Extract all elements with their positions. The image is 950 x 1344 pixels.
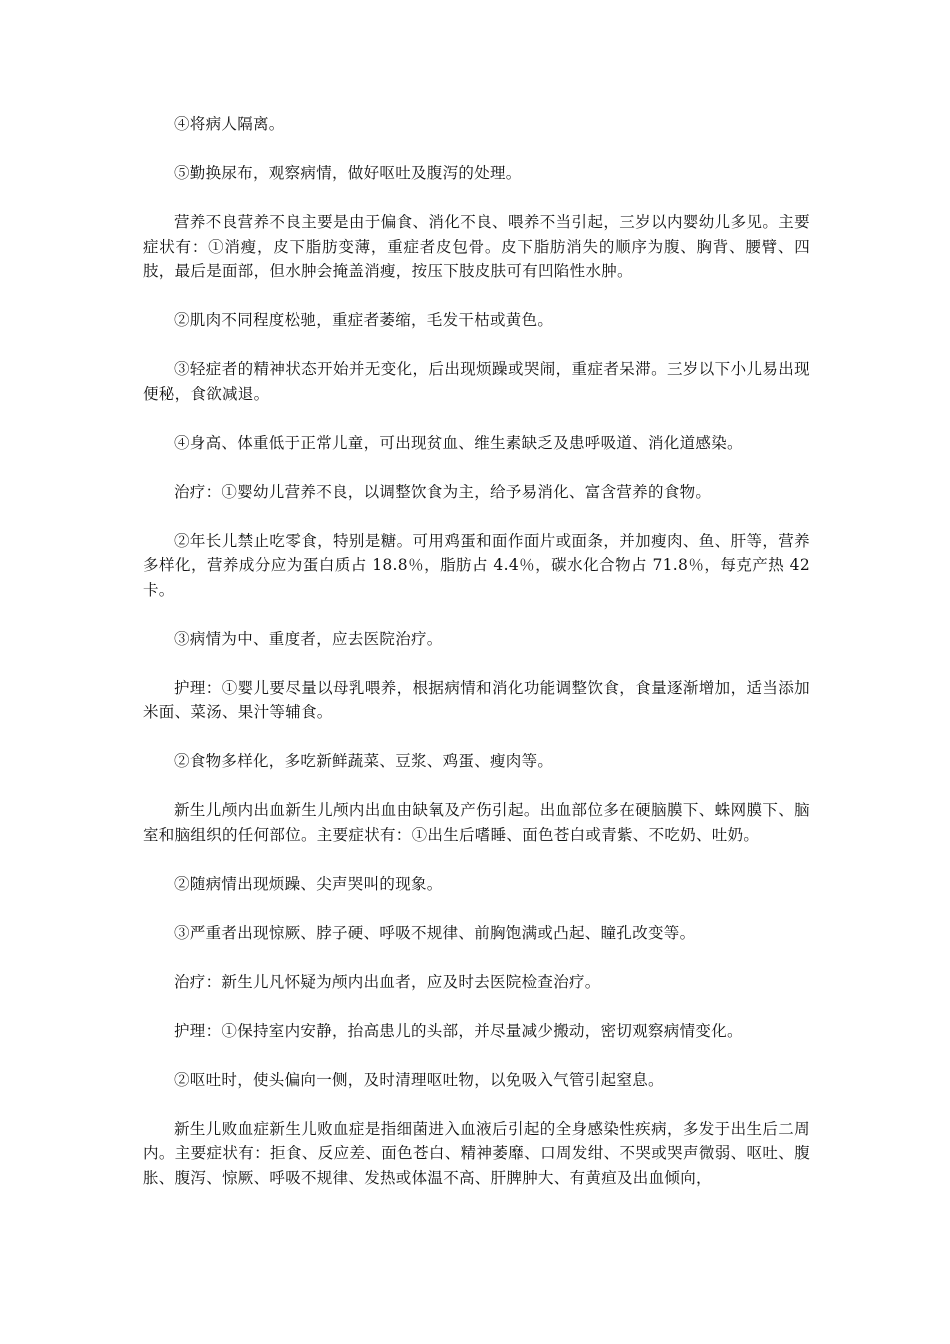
paragraph: 护理：①婴儿要尽量以母乳喂养，根据病情和消化功能调整饮食，食量逐渐增加，适当添加米面、菜汤、果汁等辅食。 xyxy=(143,678,810,721)
paragraph: ④身高、体重低于正常儿童，可出现贫血、维生素缺乏及患呼吸道、消化道感染。 xyxy=(174,433,743,452)
paragraph: ③病情为中、重度者，应去医院治疗。 xyxy=(174,629,443,648)
paragraph: 护理：①保持室内安静，抬高患儿的头部，并尽量减少搬动，密切观察病情变化。 xyxy=(174,1021,743,1040)
paragraph: ②年长儿禁止吃零食，特别是糖。可用鸡蛋和面作面片或面条，并加瘦肉、鱼、肝等，营养多样化，营养成分应为蛋白质占 18.8％，脂肪占 4.4％，碳水化合物占 71.8％，每克产热 42 卡。 xyxy=(143,531,810,599)
paragraph: ②肌肉不同程度松驰，重症者萎缩，毛发干枯或黄色。 xyxy=(174,311,554,329)
paragraph: ②食物多样化，多吃新鲜蔬菜、豆浆、鸡蛋、瘦肉等。 xyxy=(174,752,554,770)
paragraph: 营养不良营养不良主要是由于偏食、消化不良、喂养不当引起，三岁以内婴幼儿多见。主要症状有：①消瘦，皮下脂肪变薄，重症者皮包骨。皮下脂肪消失的顺序为腹、胸背、腰臂、四肢，最后是面部，但水肿会掩盖消瘦，按压下肢皮肤可有凹陷性水肿。 xyxy=(143,213,810,280)
paragraph: ③严重者出现惊厥、脖子硬、呼吸不规律、前胸饱满或凸起、瞳孔改变等。 xyxy=(174,923,696,942)
paragraph: ②呕吐时，使头偏向一侧，及时清理呕吐物，以免吸入气管引起窒息。 xyxy=(174,1070,664,1089)
paragraph: ③轻症者的精神状态开始并无变化，后出现烦躁或哭闹，重症者呆滞。三岁以下小儿易出现便秘，食欲减退。 xyxy=(143,360,810,403)
paragraph: ②随病情出现烦躁、尖声哭叫的现象。 xyxy=(174,874,443,893)
paragraph: 新生儿颅内出血新生儿颅内出血由缺氧及产伤引起。出血部位多在硬脑膜下、蛛网膜下、脑室和脑组织的任何部位。主要症状有：①出生后嗜睡、面色苍白或青紫、不吃奶、吐奶。 xyxy=(143,801,810,844)
paragraph: ⑤勤换尿布，观察病情，做好呕吐及腹泻的处理。 xyxy=(174,164,522,182)
paragraph: 治疗：新生儿凡怀疑为颅内出血者，应及时去医院检查治疗。 xyxy=(174,972,601,991)
document-body xyxy=(143,112,810,1215)
paragraph: 治疗：①婴幼儿营养不良，以调整饮食为主，给予易消化、富含营养的食物。 xyxy=(174,482,712,501)
paragraph: 新生儿败血症新生儿败血症是指细菌进入血液后引起的全身感染性疾病，多发于出生后二周内。主要症状有：拒食、反应差、面色苍白、精神萎靡、口周发绀、不哭或哭声微弱、呕吐、腹胀、腹泻、惊厥、呼吸不规律、发热或体温不高、肝脾肿大、有黄疸及出血倾向， xyxy=(143,1119,810,1187)
paragraph: ④将病人隔离。 xyxy=(174,115,285,133)
